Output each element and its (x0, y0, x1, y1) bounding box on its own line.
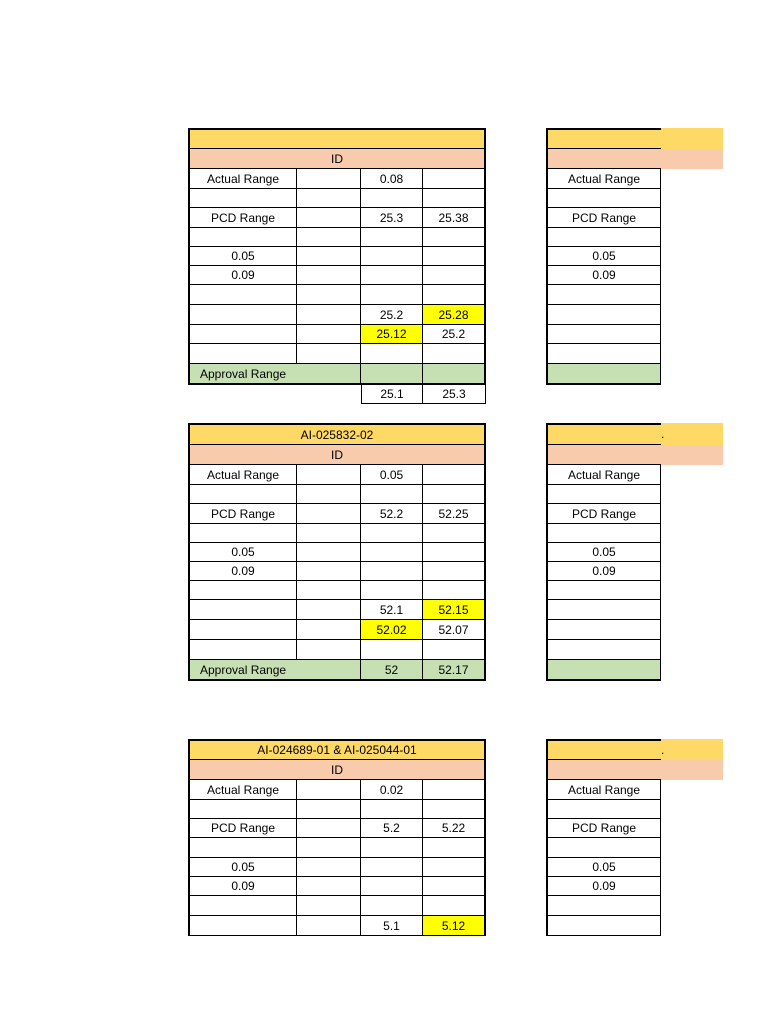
cell (297, 838, 361, 858)
tolerance-1: 0.05 (188, 543, 297, 562)
tolerance-2: 0.09 (188, 877, 297, 896)
cell (361, 581, 423, 600)
table-2 (188, 423, 486, 681)
id-header-overflow (661, 149, 723, 169)
cell (297, 581, 361, 600)
cell (423, 800, 486, 819)
cell (361, 858, 423, 877)
cell (297, 800, 361, 819)
range-1-high: 25.28 (423, 305, 486, 325)
table-1 (188, 128, 486, 404)
pcd-range-low: 52.2 (361, 504, 423, 524)
approval-range-cell (546, 660, 661, 681)
cell (546, 640, 661, 660)
table-title-overflow (661, 423, 723, 445)
cell (297, 485, 361, 504)
cell (361, 640, 423, 660)
cell (297, 858, 361, 877)
cell (361, 228, 423, 247)
cell (423, 581, 486, 600)
cell (546, 285, 661, 305)
cell (361, 896, 423, 916)
actual-range-label: Actual Range (188, 465, 297, 485)
tolerance-2: 0.09 (188, 266, 297, 285)
cell (297, 916, 361, 936)
pcd-range-label: PCD Range (188, 819, 297, 838)
cell (361, 344, 423, 364)
cell (297, 877, 361, 896)
cell (297, 169, 361, 189)
cell (361, 285, 423, 305)
cell (188, 800, 297, 819)
pcd-range-high: 52.25 (423, 504, 486, 524)
range-2-high: 52.07 (423, 620, 486, 640)
range-2-low: 52.02 (361, 620, 423, 640)
cell (546, 325, 661, 344)
cell (423, 543, 486, 562)
cell (188, 189, 297, 208)
actual-range-label: Actual Range (546, 465, 661, 485)
table-title (546, 128, 661, 149)
cell (423, 169, 486, 189)
approval-range-label: Approval Range (188, 364, 361, 385)
id-header: ID (188, 445, 486, 465)
table-title (546, 423, 661, 445)
cell (361, 524, 423, 543)
cell (361, 838, 423, 858)
cell (423, 485, 486, 504)
pcd-range-low: 25.3 (361, 208, 423, 228)
cell (361, 800, 423, 819)
cell (546, 916, 661, 936)
tolerance-1: 0.05 (188, 247, 297, 266)
cell (423, 858, 486, 877)
cell (546, 344, 661, 364)
approval-range-cell (546, 364, 661, 385)
pcd-range-high: 25.38 (423, 208, 486, 228)
cell (297, 189, 361, 208)
cell (546, 896, 661, 916)
tolerance-1: 0.05 (546, 543, 661, 562)
cell (546, 620, 661, 640)
tolerance-2: 0.09 (546, 266, 661, 285)
cell (361, 877, 423, 896)
range-1-low: 52.1 (361, 600, 423, 620)
cell (297, 208, 361, 228)
cell (297, 640, 361, 660)
range-1-low: 5.1 (361, 916, 423, 936)
cell (297, 600, 361, 620)
cell (188, 305, 297, 325)
cell (297, 285, 361, 305)
cell (361, 189, 423, 208)
cell (546, 800, 661, 819)
pcd-range-low: 5.2 (361, 819, 423, 838)
cell (546, 228, 661, 247)
id-header-overflow (661, 445, 723, 465)
id-header: ID (188, 149, 486, 169)
extra-high: 25.3 (423, 385, 486, 404)
pcd-range-label: PCD Range (188, 208, 297, 228)
id-header (546, 760, 661, 780)
cell (188, 640, 297, 660)
range-2-low: 25.12 (361, 325, 423, 344)
tolerance-2: 0.09 (188, 562, 297, 581)
actual-range-label: Actual Range (546, 780, 661, 800)
cell (188, 285, 297, 305)
cell (361, 562, 423, 581)
actual-range-value: 0.05 (361, 465, 423, 485)
cell (423, 465, 486, 485)
id-header (546, 149, 661, 169)
cell (188, 838, 297, 858)
table-title (546, 739, 661, 760)
cell (297, 504, 361, 524)
cell (297, 465, 361, 485)
cell (546, 600, 661, 620)
cell (188, 916, 297, 936)
cell (297, 266, 361, 285)
cell (188, 600, 297, 620)
tolerance-1: 0.05 (546, 247, 661, 266)
cell (423, 877, 486, 896)
cell (546, 581, 661, 600)
cell (423, 562, 486, 581)
cell (423, 247, 486, 266)
pcd-range-label: PCD Range (546, 208, 661, 228)
cell (297, 228, 361, 247)
actual-range-label: Actual Range (546, 169, 661, 189)
cell (188, 344, 297, 364)
cell (297, 780, 361, 800)
pcd-range-label: PCD Range (188, 504, 297, 524)
approval-range-high (423, 364, 486, 385)
cell (361, 543, 423, 562)
actual-range-value: 0.02 (361, 780, 423, 800)
title-dot: . (661, 742, 665, 757)
right-table-2 (546, 423, 723, 681)
cell (423, 228, 486, 247)
cell (188, 485, 297, 504)
pcd-range-high: 5.22 (423, 819, 486, 838)
cell (188, 524, 297, 543)
approval-range-low: 52 (361, 660, 423, 681)
range-2-high: 25.2 (423, 325, 486, 344)
cell (423, 344, 486, 364)
cell (297, 543, 361, 562)
id-header (546, 445, 661, 465)
right-table-1 (546, 128, 723, 385)
cell (546, 305, 661, 325)
title-dot: . (661, 427, 665, 441)
cell (188, 896, 297, 916)
pcd-range-label: PCD Range (546, 819, 661, 838)
cell (423, 780, 486, 800)
table-title-overflow (661, 128, 723, 149)
pcd-range-label: PCD Range (546, 504, 661, 524)
cell (188, 581, 297, 600)
cell (188, 325, 297, 344)
cell (546, 838, 661, 858)
cell (546, 524, 661, 543)
table-title (188, 128, 486, 149)
actual-range-label: Actual Range (188, 780, 297, 800)
id-header: ID (188, 760, 486, 780)
tolerance-1: 0.05 (546, 858, 661, 877)
approval-range-high: 52.17 (423, 660, 486, 681)
actual-range-label: Actual Range (188, 169, 297, 189)
cell (297, 562, 361, 581)
cell (423, 285, 486, 305)
right-table-3 (546, 739, 723, 937)
approval-range-label: Approval Range (188, 660, 361, 681)
cell (361, 266, 423, 285)
tolerance-2: 0.09 (546, 562, 661, 581)
cell (423, 524, 486, 543)
cell (297, 325, 361, 344)
cell (423, 266, 486, 285)
cell (546, 485, 661, 504)
cell (188, 620, 297, 640)
range-1-high: 5.12 (423, 916, 486, 936)
table-title-overflow (661, 739, 723, 760)
extra-low: 25.1 (361, 385, 423, 404)
cell (423, 896, 486, 916)
cell (423, 189, 486, 208)
range-1-high: 52.15 (423, 600, 486, 620)
cell (297, 524, 361, 543)
cell (361, 485, 423, 504)
cell (361, 247, 423, 266)
approval-range-low (361, 364, 423, 385)
tolerance-2: 0.09 (546, 877, 661, 896)
cell (297, 247, 361, 266)
cell (297, 819, 361, 838)
cell (423, 640, 486, 660)
cell (188, 228, 297, 247)
cell (423, 838, 486, 858)
cell (297, 620, 361, 640)
range-1-low: 25.2 (361, 305, 423, 325)
id-header-overflow (661, 760, 723, 780)
table-title: AI-024689-01 & AI-025044-01 (188, 739, 486, 760)
cell (297, 344, 361, 364)
cell (297, 305, 361, 325)
actual-range-value: 0.08 (361, 169, 423, 189)
tolerance-1: 0.05 (188, 858, 297, 877)
cell (546, 189, 661, 208)
cell (297, 896, 361, 916)
table-3 (188, 739, 486, 937)
table-title: AI-025832-02 (188, 423, 486, 445)
